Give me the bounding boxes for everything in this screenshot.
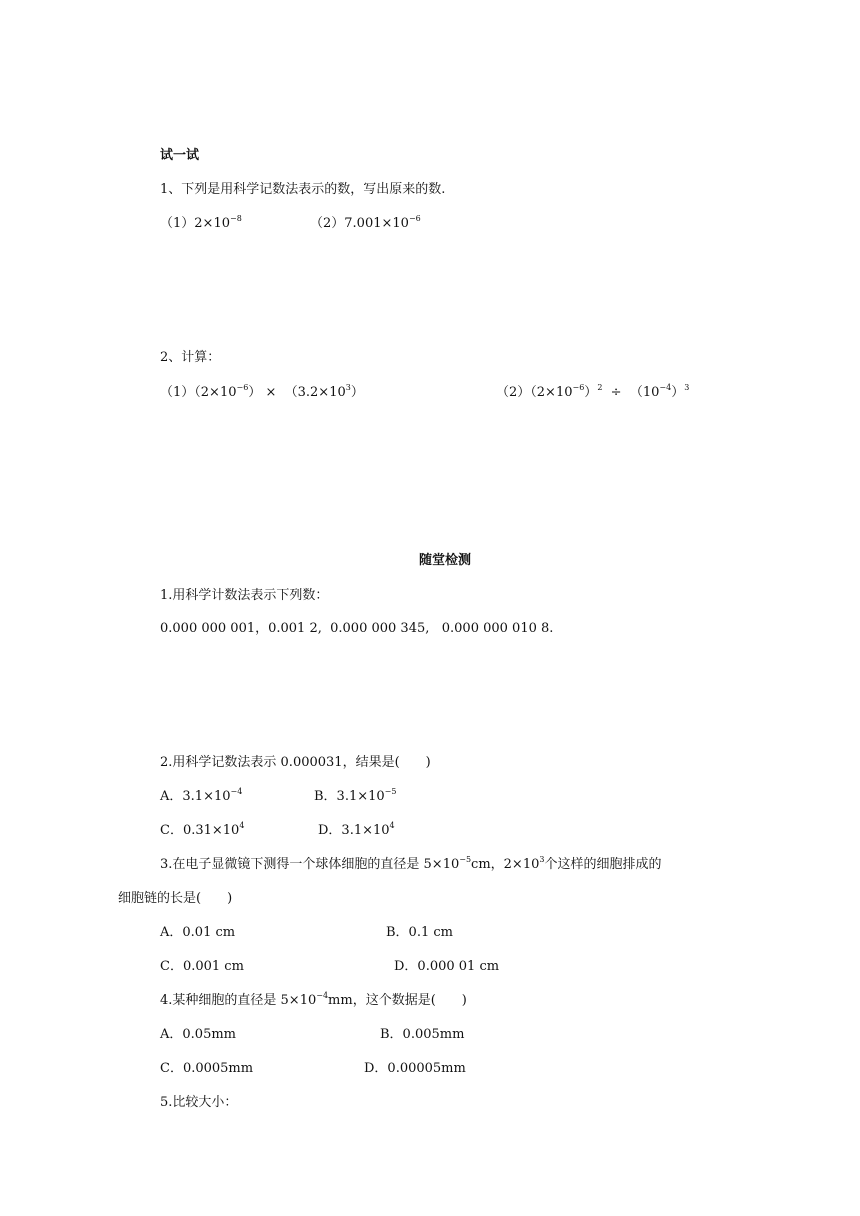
try-q1-part1: $(1)2\times 10^{-8}$ bbox=[160, 214, 242, 231]
check-q2-stem: 2.用科学记数法表示 0.000031，结果是( ) bbox=[160, 755, 431, 770]
check-q2-option-c: C．$0.31\times 10^4$ bbox=[160, 821, 245, 838]
check-q2-option-d: D．$3.1\times 10^4$ bbox=[318, 821, 395, 838]
check-q1-stem: 1.用科学计数法表示下列数： bbox=[160, 588, 329, 603]
check-q4-option-d: D．0.00005mm bbox=[364, 1061, 466, 1076]
try-q2-stem: 2、计算： bbox=[160, 350, 221, 365]
section-heading-try: 试一试 bbox=[160, 148, 200, 163]
check-q2-option-a: A．$3.1\times 10^{-4}$ bbox=[160, 787, 243, 804]
check-q3-stem-line1: 3.在电子显微镜下测得一个球体细胞的直径是 $5\times 10^{-5}cm$，$2\times 10^3$个这样的细胞排成的 bbox=[160, 855, 662, 872]
check-q2-option-b: B．$3.1\times 10^{-5}$ bbox=[314, 787, 397, 804]
check-q1-values: 0.000 000 001，0.001 2, 0.000 000 345, 0.000 000 010 8. bbox=[160, 621, 554, 636]
check-q3-option-b: B．0.1 cm bbox=[386, 925, 453, 940]
check-q4-option-c: C．0.0005mm bbox=[160, 1061, 254, 1076]
check-q3-option-d: D．0.000 01 cm bbox=[394, 959, 500, 974]
section-heading-check: 随堂检测 bbox=[418, 553, 471, 568]
check-q4-option-b: B．0.005mm bbox=[380, 1027, 465, 1042]
try-q2-part2: $(2)(2\times 10^{-6})^2 \div (10^{-4})^3$ bbox=[496, 383, 690, 400]
check-q4-stem: 4.某种细胞的直径是 $5\times 10^{-4}mm$，这个数据是( ) bbox=[160, 991, 467, 1008]
check-q3-stem-line2: 细胞链的长是( ) bbox=[118, 891, 233, 906]
check-q4-option-a: A．0.05mm bbox=[160, 1027, 236, 1042]
check-q3-option-a: A．0.01 cm bbox=[160, 925, 236, 940]
check-q5-stem: 5.比较大小： bbox=[160, 1095, 238, 1110]
try-q2-part1: $(1)(2\times 10^{-6}) \times (3.2\times 10^3)$ bbox=[160, 383, 364, 400]
check-q3-option-c: C．0.001 cm bbox=[160, 959, 244, 974]
try-q1-stem: 1、下列是用科学记数法表示的数，写出原来的数. bbox=[160, 182, 446, 197]
try-q1-part2: $(2)7.001\times 10^{-6}$ bbox=[310, 214, 421, 231]
